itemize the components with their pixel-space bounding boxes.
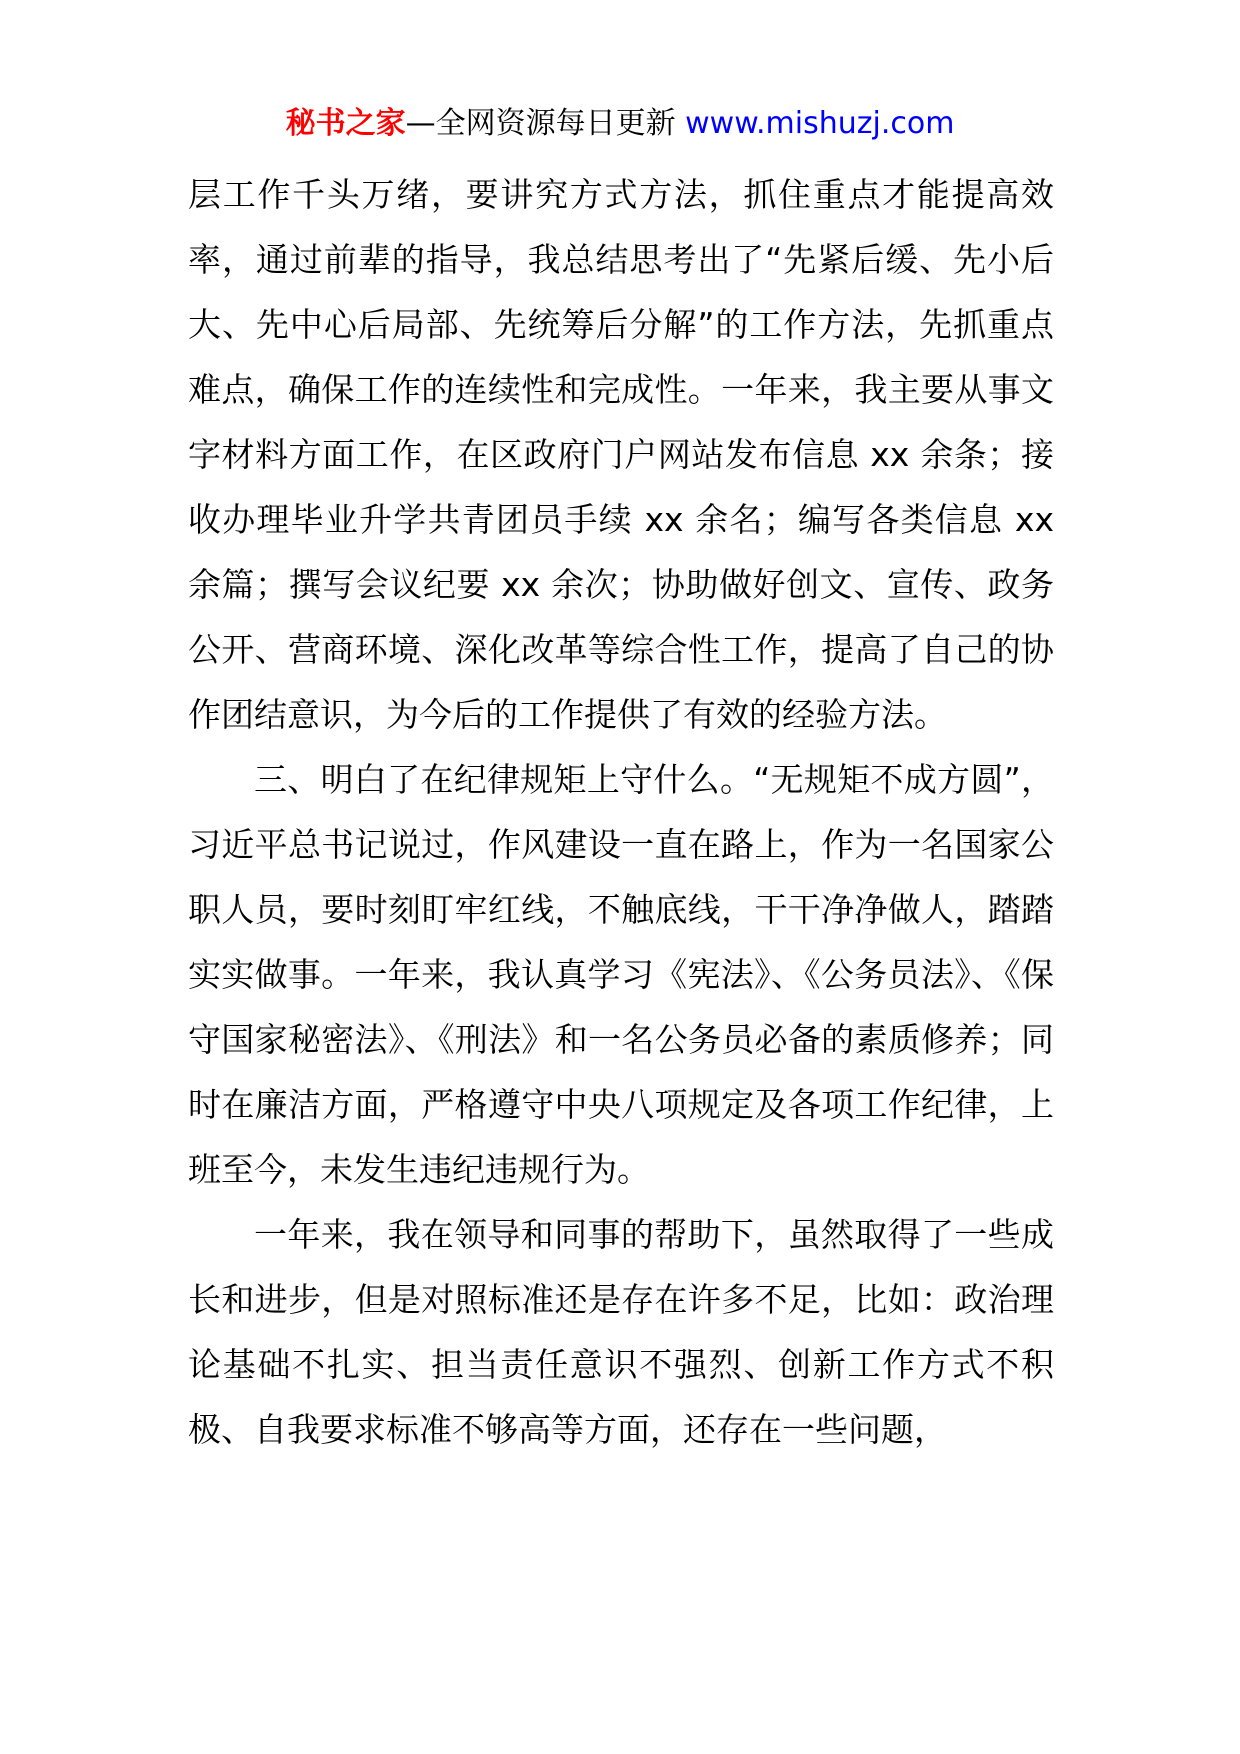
page-header (0, 104, 1240, 144)
header-url: www.mishuzj.com (685, 106, 955, 141)
header-tagline: —全网资源每日更新 (405, 106, 676, 141)
paragraph-continuation: 层工作千头万绪，要讲究方式方法，抓住重点才能提高效率，通过前辈的指导，我总结思考出了“先紧后缓、先小后大、先中心后局部、先统筹后分解”的工作方法，先抓重点难点，确保工作的连续性和完成性。一年来，我主要从事文字材料方面工作，在区政府门户网站发布信息 xx 余条；接收办理毕业升学共青团员手续 xx 余名；编写各类信息 xx 余篇；撰写会议纪要 xx 余次；协助做好创文、宣传、政务公开、营商环境、深化改革等综合性工作，提高了自己的协作团结意识，为今后的工作提供了有效的经验方法。 (188, 175, 1054, 734)
brand-name: 秘书之家 (285, 106, 406, 141)
paragraph-shortcomings: 一年来，我在领导和同事的帮助下，虽然取得了一些成长和进步，但是对照标准还是存在许多不足，比如：政治理论基础不扎实、担当责任意识不强烈、创新工作方式不积极、自我要求标准不够高等方面，还存在一些问题， (188, 1215, 1054, 1449)
document-body (188, 162, 1054, 1462)
paragraph-discipline: 三、明白了在纪律规矩上守什么。“无规矩不成方圆”，习近平总书记说过，作风建设一直在路上，作为一名国家公职人员，要时刻盯牢红线，不触底线，干干净净做人，踏踏实实做事。一年来，我认真学习《宪法》、《公务员法》、《保守国家秘密法》、《刑法》和一名公务员必备的素质修养；同时在廉洁方面，严格遵守中央八项规定及各项工作纪律，上班至今，未发生违纪违规行为。 (188, 760, 1054, 1189)
